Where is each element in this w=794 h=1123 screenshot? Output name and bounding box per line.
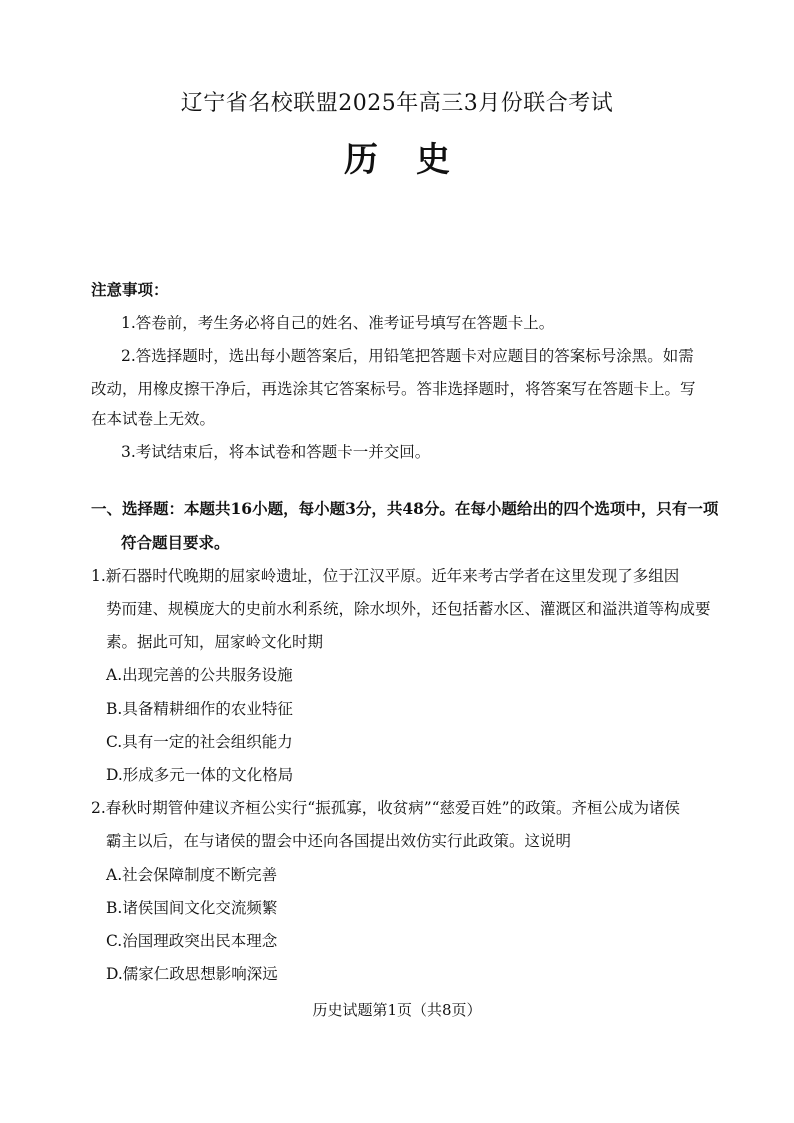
notice-item-2-line-2: 改动，用橡皮擦干净后，再选涂其它答案标号。答非选择题时，将答案写在答题卡上。写 (91, 380, 696, 398)
exam-title: 辽宁省名校联盟2025年高三3月份联合考试 (180, 91, 614, 116)
notice-heading: 注意事项： (91, 280, 169, 299)
question-1-option-d: D.形成多元一体的文化格局 (106, 766, 294, 784)
question-2-stem-line-2: 霸主以后，在与诸侯的盟会中还向各国提出效仿实行此政策。这说明 (106, 832, 572, 850)
notice-item-3: 3.考试结束后，将本试卷和答题卡一并交回。 (121, 443, 431, 461)
section-1-instruction-line-1: 一、选择题：本题共16小题，每小题3分，共48分。在每小题给出的四个选项中，只有一项 (91, 499, 719, 518)
page-footer: 历史试题第1页（共8页） (312, 1001, 482, 1019)
question-1-stem-line-3: 素。据此可知，屈家岭文化时期 (106, 633, 324, 651)
question-2-option-c: C.治国理政突出民本理念 (106, 932, 278, 950)
notice-item-1: 1.答卷前，考生务必将自己的姓名、准考证号填写在答题卡上。 (121, 314, 555, 332)
notice-item-2-line-1: 2.答选择题时，选出每小题答案后，用铅笔把答题卡对应题目的答案标号涂黑。如需 (121, 347, 694, 365)
question-1-stem-line-1: 1.新石器时代晚期的屈家岭遗址，位于江汉平原。近年来考古学者在这里发现了多组因 (91, 567, 680, 585)
question-1-option-b: B.具备精耕细作的农业特征 (106, 700, 293, 718)
question-1-option-a: A.出现完善的公共服务设施 (106, 666, 293, 684)
notice-item-2-line-3: 在本试卷上无效。 (91, 410, 216, 428)
question-1-stem-line-2: 势而建、规模庞大的史前水利系统，除水坝外，还包括蓄水区、灌溉区和溢洪道等构成要 (106, 600, 711, 618)
question-2-option-d: D.儒家仁政思想影响深远 (106, 965, 278, 983)
subject-title: 历史 (344, 140, 488, 180)
question-2-stem-line-1: 2.春秋时期管仲建议齐桓公实行“振孤寡，收贫病”“慈爱百姓”的政策。齐桓公成为诸侯 (91, 799, 680, 817)
question-2-option-b: B.诸侯国间文化交流频繁 (106, 899, 278, 917)
section-1-instruction-line-2: 符合题目要求。 (121, 533, 230, 552)
question-1-option-c: C.具有一定的社会组织能力 (106, 733, 293, 751)
question-2-option-a: A.社会保障制度不断完善 (106, 866, 278, 884)
